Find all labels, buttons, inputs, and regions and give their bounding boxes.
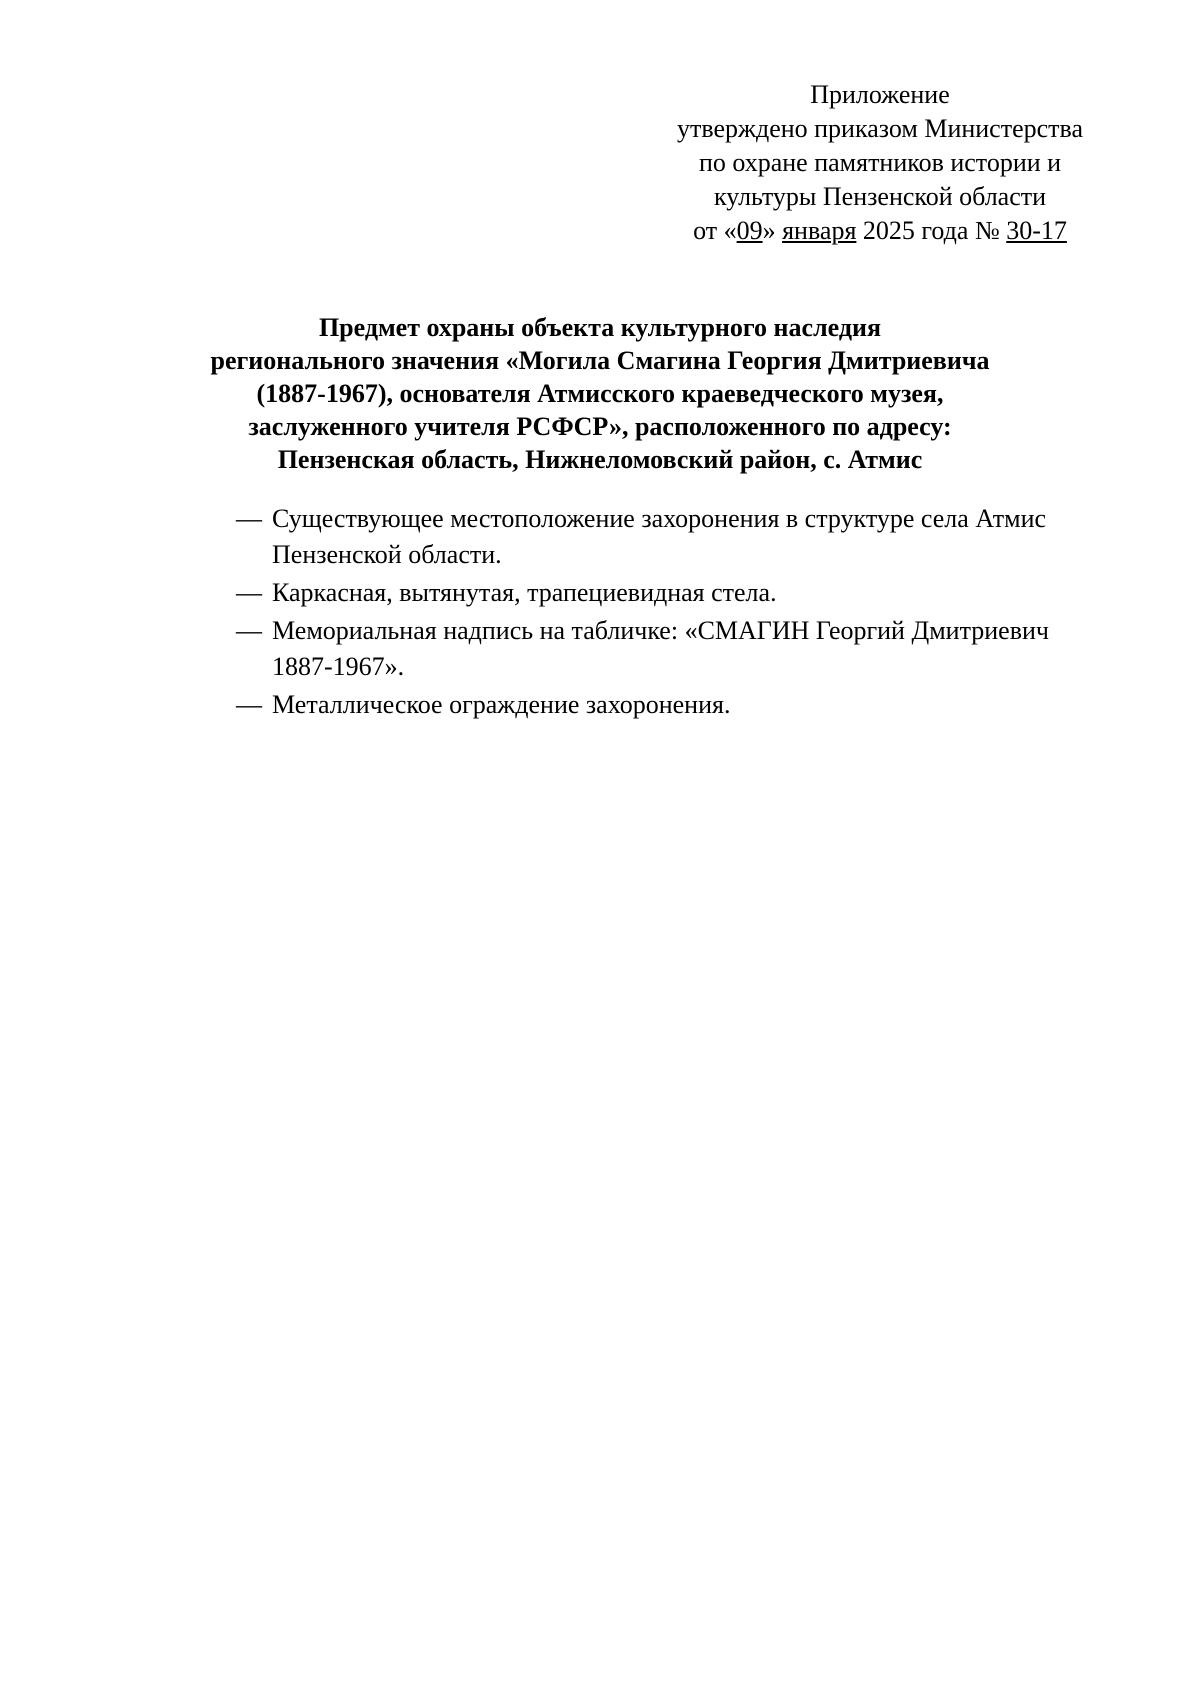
- order-prefix: от «: [693, 216, 737, 245]
- order-number: 30-17: [1006, 216, 1067, 245]
- item-1-line-2: Пензенской области.: [272, 540, 502, 569]
- list-item: [236, 501, 1136, 573]
- title-line-2: регионального значения «Могила Смагина Георгия Дмитриевича: [210, 346, 990, 375]
- item-2-line-1: Каркасная, вытянутая, трапециевидная стела.: [272, 578, 777, 607]
- order-day: 09: [736, 216, 763, 245]
- title-line-5: Пензенская область, Нижнеломовский район, с. Атмис: [277, 445, 923, 474]
- dash-marker: —: [236, 616, 262, 645]
- list-item-text: [272, 501, 1136, 573]
- item-4-line-1: Металлическое ограждение захоронения.: [272, 690, 731, 719]
- title-line-1: Предмет охраны объекта культурного наследия: [318, 313, 882, 342]
- title-line-3: (1887-1967), основателя Атмисского краеведческого музея,: [256, 379, 944, 408]
- item-3-line-2: 1887-1967».: [272, 652, 405, 681]
- list-item-text: [272, 613, 1136, 685]
- list-item: [236, 687, 1136, 723]
- list-item-text: [272, 575, 1136, 611]
- approval-block: [650, 78, 1110, 248]
- title-line-4: заслуженного учителя РСФСР», расположенного по адресу:: [248, 412, 952, 441]
- document-title: [160, 311, 1040, 476]
- order-month: января: [782, 216, 857, 245]
- list-item-text: [272, 687, 1136, 723]
- approval-line-3: по охране памятников истории и: [698, 148, 1062, 177]
- item-3-line-1: Мемориальная надпись на табличке: «СМАГИН Георгий Дмитриевич: [272, 616, 1049, 645]
- list-item: [236, 613, 1136, 685]
- approval-order-line: [650, 214, 1110, 248]
- order-year: 2025 года №: [856, 216, 1007, 245]
- dash-marker: —: [236, 504, 262, 533]
- item-1-line-1: Существующее местоположение захоронения в структуре села Атмис: [272, 504, 1047, 533]
- protection-items-list: [236, 501, 1136, 725]
- approval-heading: Приложение: [810, 80, 950, 109]
- approval-line-4: культуры Пензенской области: [713, 182, 1047, 211]
- order-mid: »: [762, 216, 783, 245]
- list-item: [236, 575, 1136, 611]
- dash-marker: —: [236, 690, 262, 719]
- dash-marker: —: [236, 578, 262, 607]
- approval-line-2: утверждено приказом Министерства: [676, 114, 1084, 143]
